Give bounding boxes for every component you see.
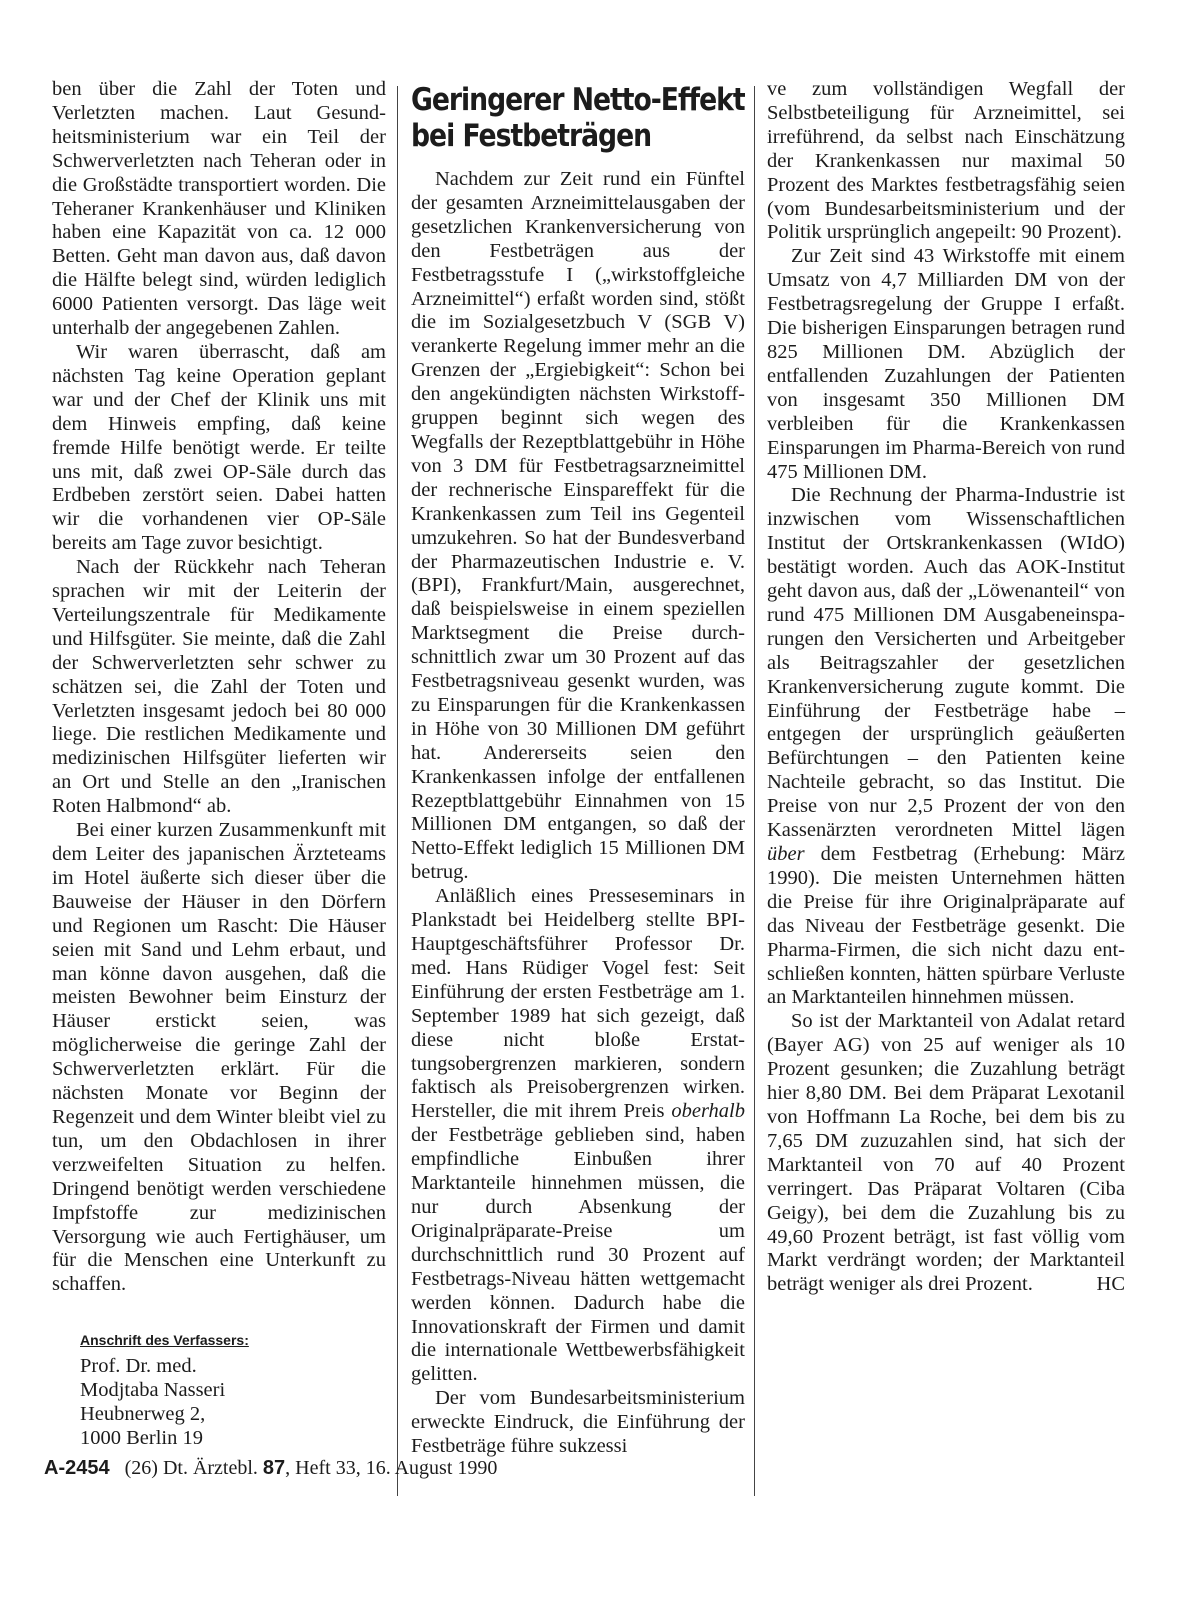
- paragraph-4: [767, 1010, 1125, 1297]
- journal-volume: 87: [262, 1457, 286, 1479]
- headline-line-2: bei Festbeträgen: [411, 118, 652, 154]
- paragraph-3: [767, 484, 1125, 1010]
- paragraph-4: Bei einer kurzen Zusammenkunft mit dem Leiter des japanischen Ärzteteams im Hotel äußerte sich dieser über die Bauweise der Häuser in den Dörfern und Regionen um Rascht: Die Häuser seien mit Sand und Lehm erbaut, und man könne davon ausgehen, daß die meisten Bewohner beim Einsturz der Häuser erstickt seien, was möglicherweise die geringe Zahl der Schwerverletzten erklärt. Für die nächsten Monate vor Beginn der Regenzeit und dem Winter bleibt viel zu tun, um den Obdachlosen in ihrer verzweifelten Situation zu helfen. Dringend benötigt werden verschiedene Impfstoffe zur medizinischen Versorgung wie auch Fertighäuser, um für die Menschen eine Unterkunft zu schaffen.: [52, 819, 386, 1296]
- column-divider: [754, 86, 755, 1496]
- paragraph-2: Wir waren überrascht, daß am nächsten Tag keine Operation geplant war und der Chef der Klinik uns mit dem Hinweis empfing, daß keine fremde Hilfe benötigt werde. Er teilte uns mit, daß zwei OP-Säle durch das Erdbeben zerstört seien. Dabei hatten wir die vorhandenen vier OP-Säle bereits am Tage zuvor besichtigt.: [52, 340, 386, 555]
- page-code: A-2454: [44, 1457, 110, 1479]
- paragraph-2: Zur Zeit sind 43 Wirkstoffe mit einem Umsatz von 4,7 Milliarden DM von der Festbetragsregelung der Gruppe I erfaßt. Die bisherigen Einsparungen betragen rund 825 Millionen DM. Abzüglich der entfallenden Zuzahlungen der Patienten von insgesamt 350 Millionen DM verbleiben für die Krankenkassen Einsparungen im Pharma-Bereich von rund 475 Millionen DM.: [767, 245, 1125, 483]
- journal-name: Dt. Ärztebl.: [162, 1457, 258, 1479]
- text-run: Anläßlich eines Presseseminars in Plankstadt bei Heidelberg stellte BPI-Hauptgeschäftsführer Professor Dr. med. Hans Rüdiger Vogel fest: Seit Einführung der ersten Festbeträge am 1. September 1989 hat sich gezeigt, daß diese nicht bloße Erstattungsobergrenzen markieren, sondern faktisch als Preisobergrenzen wirken. Hersteller, die mit ihrem Preis: [411, 885, 745, 1123]
- paragraph-3: Nach der Rückkehr nach Teheran sprachen wir mit der Leiterin der Verteilungszentrale für Medikamente und Hilfsgüter. Sie meinte, daß die Zahl der Schwerverletzten sehr schwer zu schätzen sei, die Zahl der Toten und Verletzten insgesamt jedoch bei 80 000 liege. Die restlichen Medikamente und medizinischen Hilfsgüter lieferten wir an Ort und Stelle an den „Iranischen Roten Halbmond“ ab.: [52, 556, 386, 818]
- column-left: [52, 78, 386, 1451]
- column-middle: [411, 78, 745, 1459]
- issue-date: , Heft 33, 16. August 1990: [285, 1457, 498, 1479]
- page-footer: [44, 1457, 497, 1480]
- text-run: dem Festbetrag (Erhebung: März 1990). Die meisten Unternehmen hätten die Preise für ihre Originalpräparate auf das Niveau der Festbeträge gesenkt. Die Pharma-Firmen, die sich nicht dazu entschließen konnten, hätten spürbare Verluste an Marktanteilen hinnehmen müssen.: [767, 843, 1125, 1009]
- article-headline: [411, 82, 746, 154]
- author-line: Modjtaba Nasseri: [80, 1379, 226, 1402]
- paragraph-1: ve zum vollständigen Wegfall der Selbstbeteiligung für Arzneimittel, sei irreführend, da selbst nach Einschätzung der Krankenkassen nur maximal 50 Prozent des Marktes festbetragsfähig seien (vom Bundesarbeitsministerium und der Politik ursprünglich angepeilt: 90 Prozent).: [767, 78, 1125, 244]
- author-address-label: Anschrift des Verfassers:: [80, 1332, 249, 1349]
- text-run: Die Rechnung der Pharma-Industrie ist inzwischen vom Wissenschaftlichen Institut der Ortskrankenkassen (WIdO) bestätigt worden. Auch das AOK-Institut geht davon aus, daß der „Löwenanteil“ von rund 475 Millionen DM Ausgabeneinsparungen den Versicherten und Arbeitgeber als Beitragszahler der gesetzlichen Krankenversicherung zugute kommt. Die Einführung der Festbeträge habe – entgegen der ursprünglich geäußerten Befürchtungen – den Patienten keine Nachteile gebracht, so das Institut. Die Preise von nur 2,5 Prozent der von den Kassenärzten verordneten Mittel lägen: [767, 484, 1125, 842]
- author-line: 1000 Berlin 19: [80, 1426, 203, 1449]
- text-run: So ist der Marktanteil von Adalat retard (Bayer AG) von 25 auf weniger als 10 Prozent gesunken; die Zuzahlung beträgt hier 8,80 DM. Bei dem Präparat Lexotanil von Hoffmann La Roche, bei dem bis zu 7,65 DM zuzuzahlen sind, hat sich der Marktanteil von 70 auf 40 Prozent verringert. Das Präparat Voltaren (Ciba Geigy), bei dem die Zuzahlung bis zu 49,60 Prozent beträgt, ist fast völlig vom Markt verdrängt worden; der Marktanteil beträgt weniger als drei Prozent.: [767, 1010, 1125, 1296]
- column-divider: [397, 86, 398, 1496]
- paragraph-3: Der vom Bundesarbeitsministerium erweckte Eindruck, die Einführung der Festbeträge führe sukzessi: [411, 1387, 745, 1458]
- text-run: der Festbeträge geblieben sind, haben empfindliche Einbußen ihrer Marktanteile hinnehmen müssen, die nur durch Absenkung der Originalpräparate-Preise um durchschnittlich rund 30 Prozent auf Festbetrags-Niveau hätten wettgemacht werden können. Dadurch habe die Innovationskraft der Firmen und damit die internationale Wettbewerbsfähigkeit gelitten.: [411, 1124, 745, 1386]
- author-line: Heubnerweg 2,: [80, 1403, 206, 1426]
- emphasis: über: [767, 843, 805, 865]
- paragraph-1: ben über die Zahl der Toten und Verletzten machen. Laut Gesundheitsministerium war ein Teil der Schwerverletzten nach Teheran oder in die Großstädte transportiert worden. Die Teheraner Krankenhäuser und Kliniken haben eine Kapazität von ca. 12 000 Betten. Geht man davon aus, daß davon die Hälfte belegt sind, würden lediglich 6000 Patienten versorgt. Das läge weit unterhalb der angegebenen Zahlen.: [52, 78, 386, 340]
- headline-line-1: Geringerer Netto-Effekt: [411, 82, 745, 118]
- column-right: [767, 78, 1125, 1297]
- author-line: Prof. Dr. med.: [80, 1355, 197, 1378]
- page-number: (26): [124, 1457, 158, 1479]
- emphasis: oberhalb: [671, 1100, 745, 1123]
- author-address: [52, 1331, 386, 1451]
- author-signature: HC: [1096, 1273, 1125, 1296]
- paragraph-1: Nachdem zur Zeit rund ein Fünftel der gesamten Arzneimittelausgaben der gesetzlichen Krankenversicherung von den Festbeträgen aus der Festbetragsstufe I („wirkstoffgleiche Arzneimittel“) erfaßt worden sind, stößt die im Sozialgesetzbuch V (SGB V) verankerte Regelung immer mehr an die Grenzen der „Ergiebigkeit“: Schon bei den angekündigten nächsten Wirkstoffgruppen beginnt sich wegen des Wegfalls der Rezeptblattgebühr in Höhe von 3 DM für Festbetragsarzneimittel der rechnerische Einspareffekt für die Krankenkassen zum Teil ins Gegenteil umzukehren. So hat der Bundesverband der Pharmazeutischen Industrie e. V. (BPI), Frankfurt/Main, ausgerechnet, daß beispielsweise in einem speziellen Marktsegment die Preise durchschnittlich zwar um 30 Prozent auf das Festbetragsniveau gesenkt wurden, was zu Einsparungen für die Krankenkassen in Höhe von 30 Millionen DM geführt hat. Andererseits seien den Krankenkassen infolge der entfallenen Rezeptblattgebühr Einnahmen von 15 Millionen DM entgangen, so daß der Netto-Effekt lediglich 15 Millionen DM betrug.: [411, 168, 745, 884]
- paragraph-2: [411, 885, 745, 1387]
